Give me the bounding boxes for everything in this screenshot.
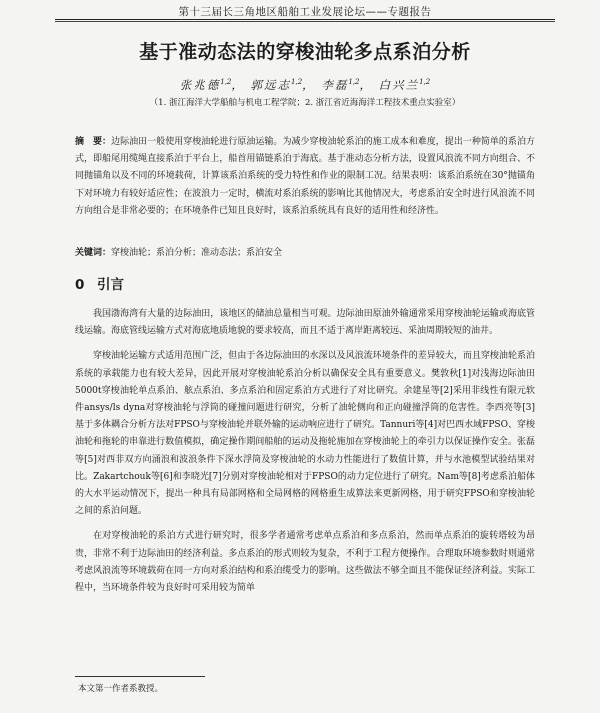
author-affiliation-mark: 1,2 (419, 78, 431, 87)
abstract (75, 134, 535, 220)
header-rule-thin (55, 21, 555, 22)
author-name: 李磊 (321, 78, 349, 92)
body-text (75, 306, 535, 605)
author-name: 张兆德 (179, 78, 221, 92)
keywords (75, 246, 535, 260)
author-affiliation-mark: 1,2 (291, 78, 303, 87)
footnote-rule (75, 676, 205, 677)
author-name: 白兴兰 (378, 78, 420, 92)
paragraph: 在对穿梭油轮的系泊方式进行研究时，很多学者通常考虑单点系泊和多点系泊，然而单点系泊的旋转塔较为昂贵，非常不利于边际油田的经济利益。多点系泊的形式则较为复杂，不利于工程方便操作。合理取环境参数时则通常考虑风浪流等环境载荷在同一方向对系泊结构和系泊缆受力的影响。这些做法不够全面且不能保证经济利益。实际工程中，当环境条件较为良好时可采用较为简单 (75, 531, 535, 594)
abstract-label: 摘 要： (75, 137, 112, 147)
running-header: 第十三届长三角地区船舶工业发展论坛——专题报告 (178, 6, 432, 18)
keywords-text: 穿梭油轮；系泊分析；准动态法；系泊安全 (111, 248, 283, 258)
author-affiliation-mark: 1,2 (220, 78, 232, 87)
affiliation: （1. 浙江海洋大学船舶与机电工程学院；2. 浙江省近海海洋工程技术重点实验室） (149, 98, 461, 108)
section-number: 0 (75, 277, 85, 293)
author-affiliation-mark: 1,2 (348, 78, 360, 87)
keywords-label: 关键词： (75, 248, 112, 258)
abstract-text: 边际油田一般使用穿梭油轮进行原油运输。为减少穿梭油轮系泊的施工成本和难度，提出一种简单的系泊方式，即船尾用缆绳直接系泊于平台上，船首用锚链系泊于海底。基于准动态分析方法，设置风浪流不同方向组合、不同抛锚角以及不同的环境载荷，计算该系泊系统的受力特性和作业的限制工况。结果表明：该系泊系统在30°抛锚角下对环境力有较好适应性；在波浪力一定时，横流对系泊系统的影响比其他情况大，考虑系泊安全时进行风浪流不同方向组合是非常必要的；在环境条件已知且良好时，该系泊系统具有良好的适用性和经济性。 (75, 137, 535, 216)
header-rule (55, 19, 555, 20)
section-title: 引言 (97, 277, 124, 293)
paragraph: 穿梭油轮运输方式适用范围广泛，但由于各边际油田的水深以及风浪流环境条件的差异较大，而且穿梭油轮系泊系统的承载能力也有较大差异，因此开展对穿梭油轮系泊分析以确保安全具有重要意义。樊敦秋[1]对浅海边际油田5000t穿梭油轮单点系泊、舷点系泊、多点系泊和固定系泊方式进行了对比研究。余建星等[2]采用非线性有限元软件ansys/ls dyna对穿梭油轮与浮筒的碰撞问题进行研究，分析了油轮侧向和正向碰撞浮筒的危害性。李西亮等[3]基于多体耦合分析方法对FPSO与穿梭油轮并联外输的运动响应进行了研究。Tannuri等[4]对巴西水域FPSO、穿梭油轮和拖轮的串靠进行数值模拟，确定操作期间船舶的运动及拖轮施加在穿梭油轮上的牵引力以保证操作安全。张磊等[5]对西非双方向涌浪和波浪条件下深水浮筒及穿梭油轮的水动力性能进行了数值计算，并与水池模型试验结果对比。Zakartchouk等[6]和李晓光[7]分别对穿梭油轮相对于FPSO的动力定位进行了研究。Nam等[8]考虑系泊船体的大水平运动情况下，提出一种具有局部网格和全局网格的网格重生成算法来更新网格，用于研究FPSO和穿梭油轮之间的系泊问题。 (75, 351, 535, 517)
paragraph: 我国渤海湾有大量的边际油田，该地区的储油总量相当可观。边际油田原油外输通常采用穿梭油轮运输或海底管线运输。海底管线运输方式对海底地质地貌的要求较高，而且不适于离岸距离较远、采油周期较短的油井。 (75, 309, 535, 337)
section-heading (75, 273, 535, 293)
author-list: 张兆德$^{1,2}$， 郭远志$^{1,2}$， 李磊$^{1,2}$， 白兴兰$^{1,2}$ (179, 78, 431, 92)
author-name: 郭远志 (250, 78, 292, 92)
paper-title: 基于准动态法的穿梭油轮多点系泊分析 (139, 41, 471, 63)
footnote: 本文第一作者系教授。 (78, 684, 164, 694)
